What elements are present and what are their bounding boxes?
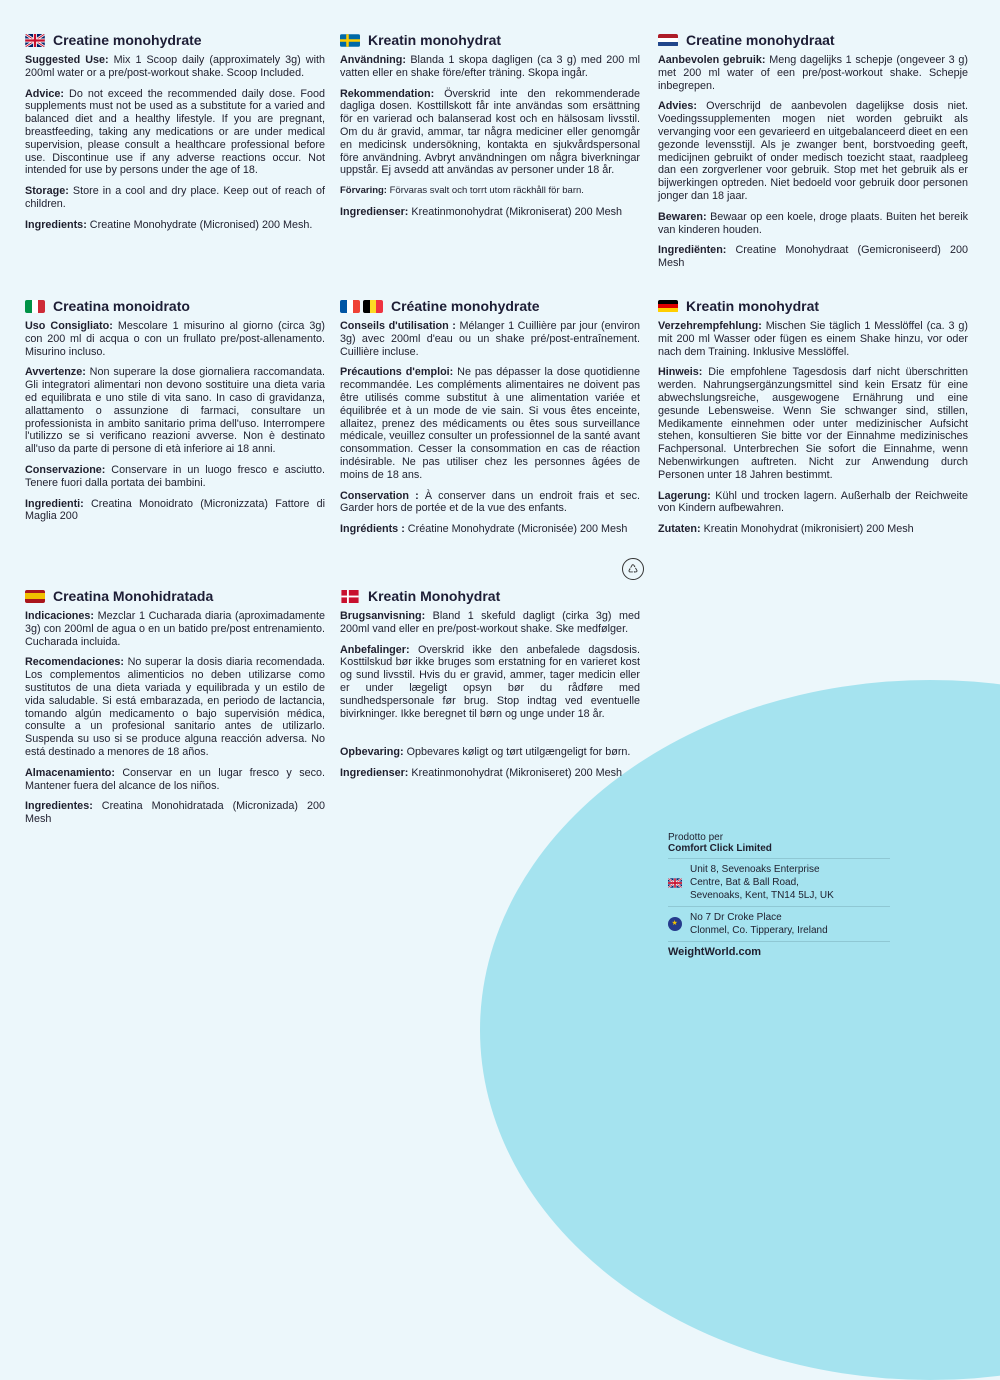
section-es: Creatina Monohidratada Indicaciones: Mezclar 1 Cucharada diaria (aproximadamente 3g) con 200ml de agua o en un batido pre/post entrenamiento. Cucharada incluida. Recomendaciones: No superar la dosis diaria recomendada. Los complementos alimenticios no deben utilizarse como sustitutos de una dieta variada y equilibrada y un estilo de vida saludable. Si está embarazada, en periodo de lactancia, tomando algún medicamento o bajo supervisión médica, consulte a un profesional sanitario antes de utilizarlo. Suspenda su uso si se produce alguna reacción adversa. No está destinado a menores de 18 años. Almacenamiento: Conservar en un lugar fresco y seco. Mantener fuera del alcance de los niños. Ingredientes: Creatina Monohidratada (Micronizada) 200 Mesh [25,588,325,826]
section-it: Creatina monoidrato Uso Consigliato: Mescolare 1 misurino al giorno (circa 3g) con 200 ml di acqua o con un frullato pre/post-allenamento. Misurino incluso. Avvertenze: Non superare la dose giornaliera raccomandata. Gli integratori alimentari non devono sostituire una dieta varia ed equilibrata e uno stile di vita sano. In caso di gravidanza, allattamento o assunzione di farmaci, consultare un professionista in ambito sanitario prima dell'uso. Interrompere l'utilizzo se si verificano reazioni avverse. Non è destinato all'uso da parte di persone di età inferiore ai 18 anni. Conservazione: Conservare in un luogo fresco e asciutto. Tenere fuori dalla portata dei bambini. Ingredienti: Creatina Monoidrato (Micronizzata) Fattore di Maglia 200 [25,298,325,523]
section-title: Creatina Monohidratada [53,588,214,604]
france-flag-icon [340,300,360,313]
uk-address: Unit 8, Sevenoaks Enterprise Centre, Bat & Ball Road, Sevenoaks, Kent, TN14 5LJ, UK [668,858,890,906]
website-link[interactable]: WeightWorld.com [668,941,890,962]
uk-flag-icon [668,878,682,888]
section-nl: Creatine monohydraat Aanbevolen gebruik: Meng dagelijks 1 schepje (ongeveer 3 g) met 200 ml water of een pre/post-workout shake. Schepje inbegrepen. Advies: Overschrijd de aanbevolen dagelijkse dosis niet. Voedingssupplementen mogen niet worden gebruikt als vervanging voor een gevarieerd en uitgebalanceerd dieet en een gezonde levensstijl. Als je zwanger bent, borstvoeding geeft, medicijnen gebruikt of onder medisch toezicht staat, raadpleeg dan een zorgverlener voor gebruik. Stop met het gebruik als er bijwerkingen optreden. Niet bedoeld voor gebruik door personen jonger dan 18 jaar. Bewaren: Bewaar op een koele, droge plaats. Buiten het bereik van kinderen houden. Ingrediënten: Creatine Monohydraat (Gemicroniseerd) 200 Mesh [658,32,968,270]
section-se: Kreatin monohydrat Användning: Blanda 1 skopa dagligen (ca 3 g) med 200 ml vatten eller en shake före/efter träning. Skopa ingår. Rekommendation: Överskrid inte den rekommenderade dagliga dosen. Kosttillskott får inte användas som ersättning för en varierad och balanserad kost och en hälsosam livsstil. Om du är gravid, ammar, tar några mediciner eller genomgår en medicinsk undersökning, kontakta en sjukvårdspersonal före användning. Avbryt användningen om några biverkningar uppstår. Ej avsedd att användas av personer under 18 år. Förvaring: Förvaras svalt och torrt utom räckhåll för barn. Ingredienser: Kreatinmonohydrat (Mikroniserat) 200 Mesh [340,32,640,218]
germany-flag-icon [658,300,678,313]
netherlands-flag-icon [658,34,678,47]
section-title: Creatine monohydrate [53,32,202,48]
denmark-flag-icon [340,590,360,603]
section-title: Créatine monohydrate [391,298,540,314]
section-title: Kreatin monohydrat [686,298,820,314]
recycle-icon: ♺ [622,558,644,580]
section-title: Kreatin Monohydrat [368,588,501,604]
italy-flag-icon [25,300,45,313]
section-fr: Créatine monohydrate Conseils d'utilisation : Mélanger 1 Cuillière par jour (environ 3g) avec 200ml d'eau ou un shake pré/post-entraînement. Cuillière incluse. Précautions d'emploi: Ne pas dépasser la dose quotidienne recommandée. Les compléments alimentaires ne doivent pas être utilisés comme substitut à une alimentation variée et équilibrée et à un mode de vie sain. Si vous êtes enceinte, allaitez, prenez des médicaments ou êtes sous surveillance médicale, veuillez consulter un professionnel de la santé avant consommation. Cesser la consommation en cas de réaction indésirable. Ne pas utiliser chez les personnes âgées de moins de 18 ans. Conservation : À conserver dans un endroit frais et sec. Garder hors de portée et de la vue des enfants. Ingrédients : Créatine Monohydrate (Micronisée) 200 Mesh [340,298,640,536]
eu-address: ★ No 7 Dr Croke Place Clonmel, Co. Tipperary, Ireland [668,906,890,941]
section-title: Kreatin monohydrat [368,32,502,48]
section-title: Creatina monoidrato [53,298,190,314]
section-title: Creatine monohydraat [686,32,835,48]
spain-flag-icon [25,590,45,603]
section-de: Kreatin monohydrat Verzehrempfehlung: Mischen Sie täglich 1 Messlöffel (ca. 3 g) mit 200 ml Wasser oder fügen es einem Shake hinzu, vor oder nach dem Training. Inklusive Messlöffel. Hinweis: Die empfohlene Tagesdosis darf nicht überschritten werden. Nahrungsergänzungsmittel sind kein Ersatz für eine abwechslungsreiche, ausgewogene Ernährung und eine gesunde Lebensweise. Wenn Sie schwanger sind, stillen, Medikamente einnehmen oder unter medizinischer Aufsicht stehen, konsultieren Sie bitte vor der Einnahme medizinisches Fachpersonal. Unterbrechen Sie sofort die Einnahme, wenn Nebenwirkungen auftreten. Nicht zur Anwendung durch Personen unter 18 Jahren bestimmt. Lagerung: Kühl und trocken lagern. Außerhalb der Reichweite von Kindern aufbewahren. Zutaten: Kreatin Monohydrat (mikronisiert) 200 Mesh [658,298,968,536]
section-uk: Creatine monohydrate Suggested Use: Mix 1 Scoop daily (approximately 3g) with 200ml water or a pre/post-workout shake. Scoop Included. Advice: Do not exceed the recommended daily dose. Food supplements must not be used as a substitute for a varied and balanced diet and a healthy lifestyle. If you are pregnant, breastfeeding, taking any medications or are under medical supervision, please consult a healthcare professional before use. Discontinue use if any adverse reactions occur. Not intended for use by persons under the age of 18. Storage: Store in a cool and dry place. Keep out of reach of children. Ingredients: Creatine Monohydrate (Micronised) 200 Mesh. [25,32,326,231]
sweden-flag-icon [340,34,360,47]
produced-by-label: Prodotto per [668,832,724,843]
company-name: Comfort Click Limited [668,843,772,854]
uk-flag-icon [25,34,45,47]
belgium-flag-icon [363,300,383,313]
section-dk: Kreatin Monohydrat Brugsanvisning: Bland 1 skefuld dagligt (cirka 3g) med 200ml vand eller en pre/post-workout shake. Ske medfølger. Anbefalinger: Overskrid ikke den anbefalede dagsdosis. Kosttilskud bør ikke bruges som erstatning for en varieret kost og sund livsstil. Hvis du er gravid, ammer, tager medicin eller er under lægeligt opsyn bør du rådføre med sundhedspersonale før brug. Stop indtag ved eventuelle bivirkninger. Ikke beregnet til børn og unge under 18 år. Opbevaring: Opbevares køligt og tørt utilgængeligt for børn. Ingredienser: Kreatinmonohydrat (Mikroniseret) 200 Mesh [340,588,640,780]
manufacturer-block [668,832,890,962]
eu-flag-icon [668,917,682,931]
